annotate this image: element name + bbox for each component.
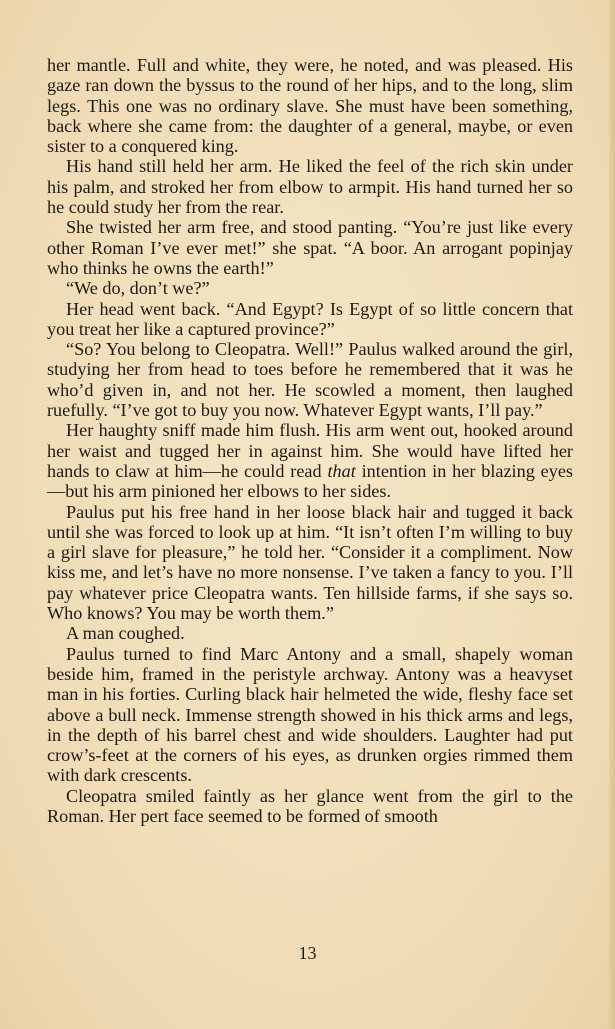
paragraph-text: “We do, don’t we?” [66, 278, 210, 299]
paragraph-text: Paulus turned to find Marc Antony and a small, shapely woman beside him, framed in the peristyle archway. Antony was a heavyset man in his forties. Curling black hair helmeted the wide, fleshy face set above a bull neck. Immense strength showed in his thick arms and legs, in the depth of his barrel chest and wide shoulders. Laughter had put crow’s-feet at the corners of his eyes, as drunken orgies rimmed them with dark crescents. [47, 643, 573, 786]
paragraph-text: Her haughty sniff made him flush. His arm went out, hooked around her waist and tugged her in against him. She would have lifted her hands to claw at him—he could read [47, 420, 573, 481]
paragraph [47, 420, 573, 501]
paragraph-text: She twisted her arm free, and stood panting. “You’re just like every other Roman I’ve ever met!” she spat. “A boor. An arrogant popinjay who thinks he owns the earth!” [47, 217, 573, 278]
paragraph [47, 55, 573, 156]
paragraph-text: Paulus put his free hand in her loose black hair and tugged it back until she was forced to look up at him. “It isn’t often I’m willing to buy a girl slave for pleasure,” he told her. “Consider it a compliment. Now kiss me, and let’s have no more nonsense. I’ve taken a fancy to you. I’ll pay whatever price Cleopatra wants. Ten hillside farms, if she says so. Who knows? You may be worth them.” [47, 501, 573, 624]
paragraph [47, 339, 573, 420]
italic-text: that [327, 460, 356, 481]
paragraph-text: intention in her blazing eyes—but his arm pinioned her elbows to her sides. [47, 460, 573, 502]
page-edge [609, 0, 615, 1029]
paragraph [47, 278, 573, 298]
paragraph [47, 623, 573, 643]
page-number: 13 [298, 943, 317, 963]
body-text [47, 55, 573, 826]
paragraph [47, 156, 573, 217]
paragraph-text: “So? You belong to Cleopatra. Well!” Paulus walked around the girl, studying her from head to toes before he remembered that it was he who’d given in, and not her. He scowled a moment, then laughed ruefully. “I’ve got to buy you now. Whatever Egypt wants, I’ll pay.” [47, 339, 573, 421]
paragraph-text: His hand still held her arm. He liked the feel of the rich skin under his palm, and stroked her from elbow to armpit. His hand turned her so he could study her from the rear. [47, 156, 573, 218]
paragraph-text: her mantle. Full and white, they were, he noted, and was pleased. His gaze ran down the byssus to the round of her hips, and to the long, slim legs. This one was no ordinary slave. She must have been something, back where she came from: the daughter of a general, maybe, or even sister to a conquered king. [47, 55, 573, 157]
paragraph [47, 786, 573, 827]
paragraph [47, 502, 573, 624]
paragraph [47, 217, 573, 278]
paragraph [47, 644, 573, 786]
paragraph-text: Cleopatra smiled faintly as her glance went from the girl to the Roman. Her pert face seemed to be formed of smooth [47, 785, 573, 826]
paragraph-text: Her head went back. “And Egypt? Is Egypt of so little concern that you treat her like a captured province?” [47, 298, 573, 339]
paragraph [47, 299, 573, 340]
paragraph-text: A man coughed. [66, 623, 185, 644]
